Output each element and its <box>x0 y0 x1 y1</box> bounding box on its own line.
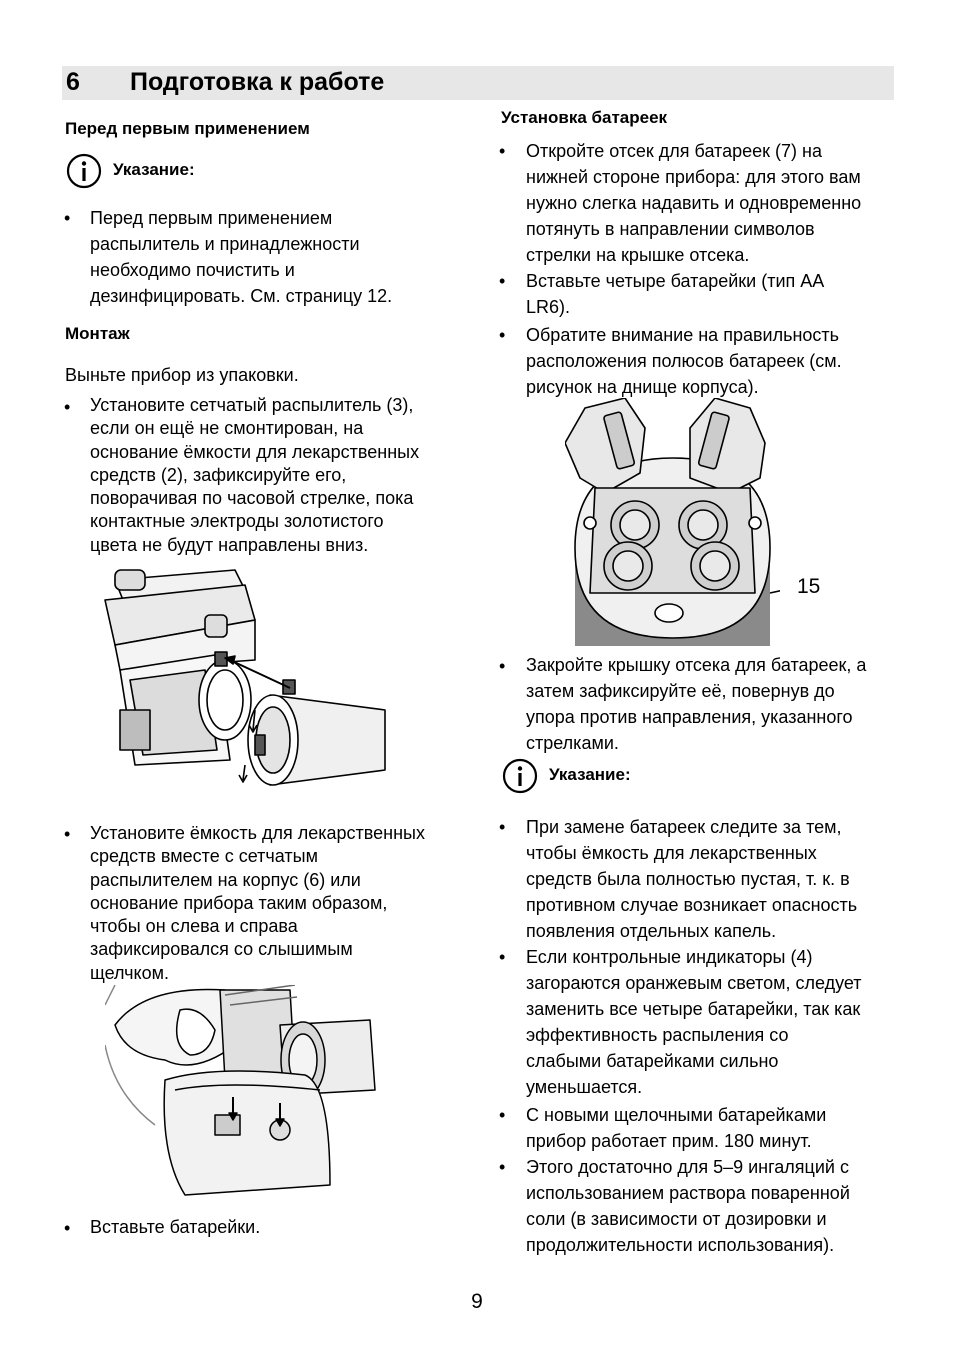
bullet: • <box>499 325 506 345</box>
battery-step3-text <box>526 322 896 400</box>
text-line: распылителем на корпус (6) или <box>90 869 361 890</box>
text-line: появления отдельных капель. <box>526 921 777 941</box>
battery-step1-text <box>526 138 896 268</box>
text-line: Установите ёмкость для лекарственных <box>90 823 425 843</box>
bullet: • <box>499 947 506 967</box>
step1-text <box>90 394 460 557</box>
figure-label: 15 <box>797 575 821 598</box>
text-line: чтобы он слева и справа <box>90 916 298 937</box>
bullet: • <box>499 141 506 161</box>
text-line: Если контрольные индикаторы (4) <box>526 947 813 967</box>
text-line: Обратите внимание на правильность <box>526 325 840 345</box>
text-line: необходимо почистить и <box>90 260 295 280</box>
text-line: основание прибора таким образом, <box>90 892 388 913</box>
text-line: средств вместе с сетчатым <box>90 846 318 867</box>
subheading-assembly: Монтаж <box>65 324 130 343</box>
text-line: дезинфицировать. См. страницу 12. <box>90 286 393 306</box>
bullet: • <box>499 271 506 291</box>
bullet: • <box>499 1105 506 1125</box>
bullet: • <box>64 208 71 228</box>
text-line: заменить все четыре батарейки, так как <box>526 999 861 1019</box>
text-line: поворачивая по часовой стрелке, пока <box>90 488 414 509</box>
section-number: 6 <box>66 68 80 96</box>
text-line: нужно слегка надавить и одновременно <box>526 193 862 213</box>
text-line: контактные электроды золотистого <box>90 511 384 532</box>
text-line: Закройте крышку отсека для батареек, а <box>526 655 867 675</box>
text-line: Этого достаточно для 5–9 ингаляций с <box>526 1157 849 1177</box>
note-label: Указание: <box>549 765 631 784</box>
text-line: если он ещё не смонтирован, на <box>90 418 364 439</box>
text-line: расположения полюсов батареек (см. <box>526 351 842 371</box>
note2-item1 <box>526 814 906 944</box>
text-line: основание ёмкости для лекарственных <box>90 441 420 462</box>
text-line: упора против направления, указанного <box>526 707 853 727</box>
bullet: • <box>499 1157 506 1177</box>
subheading-battery-installation: Установка батареек <box>501 108 668 127</box>
text-line: эффективность распыления со <box>526 1025 789 1045</box>
text-line: использованием раствора поваренной <box>526 1183 850 1203</box>
text-line: цвета не будут направлены вниз. <box>90 534 369 555</box>
text-line: Перед первым применением <box>90 208 333 228</box>
text-line: При замене батареек следите за тем, <box>526 817 842 837</box>
step3-text: Вставьте батарейки. <box>90 1217 261 1237</box>
text-line: потянуть в направлении символов <box>526 219 815 239</box>
text-line: соли (в зависимости от дозировки и <box>526 1209 827 1229</box>
text-line: Откройте отсек для батареек (7) на <box>526 141 822 161</box>
text-line: средств (2), зафиксируйте его, <box>90 464 347 485</box>
text-line: затем зафиксируйте её, повернув до <box>526 681 835 701</box>
text-line: стрелками. <box>526 733 619 753</box>
bullet: • <box>499 656 506 676</box>
attach-chamber-illustration <box>105 985 385 1200</box>
text-line: продолжительности использования). <box>526 1235 835 1255</box>
note2-item4 <box>526 1154 906 1258</box>
subheading-before-first-use: Перед первым применением <box>65 119 310 138</box>
text-line: чтобы ёмкость для лекарственных <box>526 843 817 863</box>
battery-step4-text <box>526 652 906 756</box>
text-line: слабыми батарейками сильно <box>526 1051 779 1071</box>
battery-compartment-illustration <box>565 398 780 646</box>
text-line: прибор работает прим. 180 минут. <box>526 1131 812 1151</box>
text-line: щелчком. <box>90 962 169 983</box>
text-line: зафиксировался со слышимым <box>90 939 353 960</box>
text-line: нижней стороне прибора: для этого вам <box>526 167 861 187</box>
page-number: 9 <box>471 1290 483 1313</box>
bullet: • <box>499 817 506 837</box>
step2-text <box>90 822 460 985</box>
section-title: Подготовка к работе <box>130 68 385 96</box>
note2-item2 <box>526 944 906 1100</box>
note2-item3 <box>526 1102 906 1154</box>
nebulizer-assembly-illustration <box>95 560 395 810</box>
unpack-text: Выньте прибор из упаковки. <box>65 365 299 385</box>
info-icon <box>502 758 538 794</box>
bullet: • <box>64 397 71 417</box>
text-line: стрелки на крышке отсека. <box>526 245 750 265</box>
text-line: Вставьте четыре батарейки (тип АА <box>526 271 825 291</box>
text-line: Установите сетчатый распылитель (3), <box>90 395 414 415</box>
text-line: загораются оранжевым светом, следует <box>526 973 862 993</box>
battery-step2-text <box>526 268 896 320</box>
info-icon <box>66 153 102 189</box>
text-line: LR6). <box>526 297 571 317</box>
text-line: рисунок на днище корпуса). <box>526 377 759 397</box>
bullet: • <box>64 824 71 844</box>
note1-text <box>90 205 460 309</box>
bullet: • <box>64 1218 71 1238</box>
text-line: средств была полностью пустая, т. к. в <box>526 869 850 889</box>
note-label: Указание: <box>113 160 195 179</box>
text-line: С новыми щелочными батарейками <box>526 1105 827 1125</box>
text-line: уменьшается. <box>526 1077 643 1097</box>
text-line: противном случае возникает опасность <box>526 895 858 915</box>
text-line: распылитель и принадлежности <box>90 234 360 254</box>
